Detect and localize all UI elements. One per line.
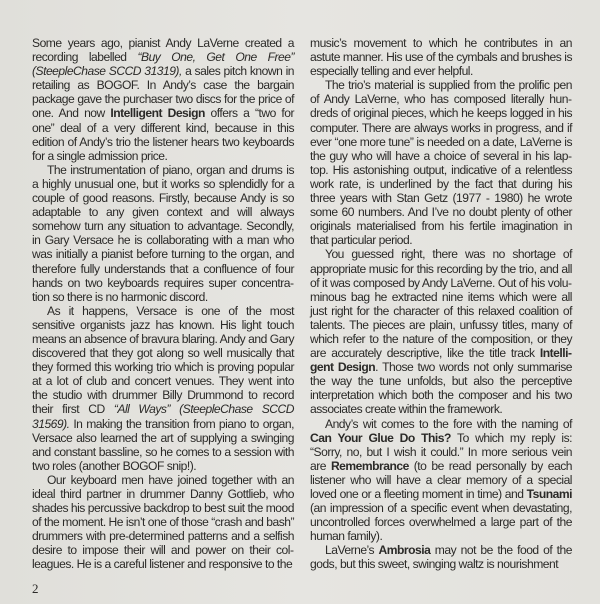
body-text: In making the transition from piano to organ, Versace also learned the art of supplying a swinging and constant bassline, so he comes to a session with two roles (another BOGOF snip!).: [32, 416, 294, 473]
paragraph: [310, 543, 572, 571]
body-text: To which my reply is: “Sorry, no, but I wish it could.” In more serious vein are: [310, 430, 573, 473]
paragraph: [310, 247, 572, 416]
paragraph: [32, 473, 294, 572]
left-column-body: [32, 36, 294, 572]
paragraph: [32, 36, 294, 163]
paragraph: [32, 163, 294, 304]
body-text: (to be read personally by each listener who will have a clear memory of a special loved one or a fleeting moment in time) and: [310, 458, 572, 501]
body-text: You guessed right, there was no shortage of appropriate music for this recording by the trio, and all of it was composed by Andy LaVerne. Out of his voluminous bag he extracted nine items which were all just right for the character of this relaxed coalition of talents. The pieces are plain, unfussy titles, many of which refer to the nature of the composition, or they are accurately descriptive, like the title track: [310, 247, 572, 361]
body-text: music’s movement to which he contributes in an astute manner. His use of the cymbals and brushes is especially telling and ever helpful.: [310, 36, 572, 79]
album-reference: “Buy One, Get One Free” (SteepleChase SCCD 31319),: [32, 50, 294, 79]
body-text: . Those two words not only summarise the way the tune unfolds, but also the perceptive interpretation which both the composer and his two associates create within the framework.: [310, 360, 572, 417]
right-column-body: [310, 36, 572, 572]
body-text: Andy’s wit comes to the fore with the naming of: [325, 416, 572, 431]
album-reference: “All Ways” (SteepleChase SCCD 31569).: [32, 402, 294, 431]
body-text: The trio’s material is supplied from the prolific pen of Andy LaVerne, who has composed literally hundreds of original pieces, which he keeps logged in his computer. There are always works in progress, and if ever “one more tune” is needed on a date, LaVerne is the guy who will have a choice of several in his laptop. His astonishing output, indicative of a relentless work rate, is underlined by the fact that during his three years with Stan Getz (1977 - 1980) he wrote some 60 numbers. And I’ve no doubt plenty of other originals materialised from his fertile imagination in that particular period.: [310, 78, 572, 248]
body-text: a sales pitch known in retailing as BOGOF. In Andy’s case the bargain package gave the purchaser two discs for the price of one. And now: [32, 64, 294, 121]
body-text: Some years ago, pianist Andy LaVerne created a recording labelled: [32, 36, 294, 65]
track-title: Intelligent Design: [110, 106, 205, 121]
track-title: Ambrosia: [378, 543, 431, 558]
track-title: Remembrance: [330, 458, 409, 473]
paragraph: [32, 304, 294, 473]
body-text: LaVerne’s: [325, 543, 379, 558]
track-title: Tsunami: [526, 487, 572, 501]
body-text: offers a “two for one” deal of a very different kind, because in this edition of Andy’s trio the listener hears two keyboards for a single admission price.: [32, 106, 295, 163]
body-text: The instrumentation of piano, organ and drums is a highly unusual one, but it works so splendidly for a couple of good reasons. Firstly, because Andy is so adaptable to any given context and will always somehow turn any situation to advantage. Secondly, in Gary Versace he is collaborating with a man who was initially a pianist before turning to the organ, and therefore fully understands that a confluence of four hands on two keyboards requires super concentration so there is no harmonic discord.: [32, 162, 294, 304]
body-text: (an impression of a specific event when devastating, uncontrolled forces overwhelmed a large part of the human family).: [310, 501, 572, 544]
page-number: 2: [32, 580, 39, 596]
track-title: Intelligent Design: [310, 346, 572, 375]
body-text: As it happens, Versace is one of the most sensitive organists jazz has known. His light touch means an absence of bravura blaring. Andy and Gary discovered that they got along so well musically that they formed this working trio which is proving popular at a lot of club and concert venues. They went into the studio with drummer Billy Drummond to record their first CD: [32, 303, 294, 417]
paragraph: [310, 36, 572, 78]
body-text: Our keyboard men have joined together with an ideal third partner in drummer Danny Gottlieb, who shades his percussive backdrop to best suit the mood of the moment. He isn’t one of those “crash and bash” drummers with pre-determined patterns and a selfish desire to impose their will and power on their colleagues. He is a careful listener and responsive to the: [32, 472, 294, 572]
left-text-column: [32, 36, 294, 604]
paragraph: [310, 78, 572, 247]
track-title: Can Your Glue Do This?: [310, 430, 451, 445]
body-text: may not be the food of the gods, but this sweet, swinging waltz is nourishment: [310, 543, 572, 572]
paragraph: [310, 417, 572, 544]
right-text-column: [310, 36, 572, 572]
